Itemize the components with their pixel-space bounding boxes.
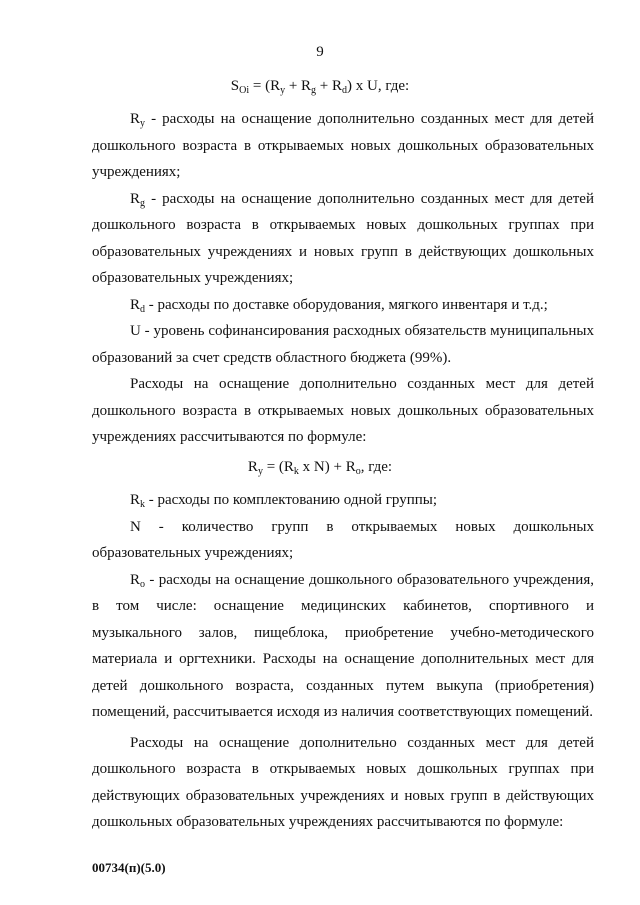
definition-u: U - уровень софинансирования расходных обязательств муниципальных образований за счет средств областного бюджета (99%). (92, 323, 594, 366)
formula-ry (0, 459, 640, 476)
page-number: 9 (316, 44, 324, 60)
formula-ry-lhs: R (247, 459, 258, 475)
formula-soi-tail: ) x U, где: (347, 78, 410, 94)
definition-rg (92, 186, 594, 292)
formula-soi-lhs: S (230, 78, 240, 94)
rd-symbol: R (130, 296, 141, 313)
ry-text: - расходы на оснащение дополнительно созданных мест для детей дошкольного возраста в открываемых новых дошкольных образовательных учреждениях; (92, 111, 594, 180)
paragraph-ry-intro: Расходы на оснащение дополнительно созданных мест для детей дошкольного возраста в открываемых новых дошкольных образовательных учреждениях рассчитываются по формуле: (92, 376, 594, 445)
formula-soi-t2-sub: g (311, 85, 317, 96)
ro-subscript: o (140, 578, 146, 590)
ro-symbol: R (130, 571, 141, 588)
definition-ro (92, 567, 594, 726)
document-code: 00734(п)(5.0) (92, 860, 166, 875)
formula-soi (0, 78, 640, 95)
formula-soi-eq-open: = (R (249, 78, 281, 94)
paragraph-rg-intro: Расходы на оснащение дополнительно созданных мест для детей дошкольного возраста в открываемых новых дошкольных группах при действующих образовательных учреждениях и новых групп в действующих дошкольных образовательных учреждениях рассчитываются по формуле: (92, 734, 594, 830)
rg-subscript: g (140, 197, 146, 209)
formula-soi-t1-sub: y (280, 85, 286, 96)
definition-rd (92, 292, 594, 319)
formula-soi-plus1: + R (285, 78, 312, 94)
formula-ry-lhs-sub: y (257, 466, 263, 477)
formula-ry-tail: , где: (360, 459, 393, 475)
definitions-block-2 (92, 487, 594, 836)
formula-ry-t1-sub: k (293, 466, 299, 477)
rd-subscript: d (140, 303, 146, 315)
definition-ry (92, 106, 594, 186)
rd-text: - расходы по доставке оборудования, мягкого инвентаря и т.д.; (145, 296, 548, 313)
rk-symbol: R (130, 492, 141, 508)
formula-soi-lhs-sub: Oi (239, 85, 250, 96)
formula-ry-t2-sub: o (355, 466, 361, 477)
rg-text: - расходы на оснащение дополнительно созданных мест для детей дошкольного возраста в открываемых новых дошкольных группах при образовательных учреждениях и новых групп в действующих дошкольных образовательных учреждениях; (92, 190, 594, 286)
rk-subscript: k (140, 499, 146, 510)
definition-rk (92, 487, 594, 514)
ro-text: - расходы на оснащение дошкольного образовательного учреждения, в том числе: оснащение медицинских кабинетов, спортивного и музыкального залов, пищеблока, приобретение учебно-методического материала и оргтехники. Расходы на оснащение дополнительных мест для детей дошкольного возраста, созданных путем выкупа (приобретения) помещений, рассчитывается исходя из наличия соответствующих помещений. (92, 571, 594, 720)
definitions-block-1 (92, 106, 594, 451)
formula-soi-plus2: + R (316, 78, 343, 94)
rg-symbol: R (130, 190, 141, 207)
formula-ry-eq-open: = (R (262, 459, 294, 475)
formula-soi-t3-sub: d (342, 85, 348, 96)
ry-subscript: y (140, 118, 146, 129)
ry-symbol: R (130, 111, 141, 127)
rk-text: - расходы по комплектованию одной группы; (145, 492, 438, 508)
formula-ry-mid: x N) + R (298, 459, 356, 475)
definition-n: N - количество групп в открываемых новых дошкольных образовательных учреждениях; (92, 518, 594, 561)
